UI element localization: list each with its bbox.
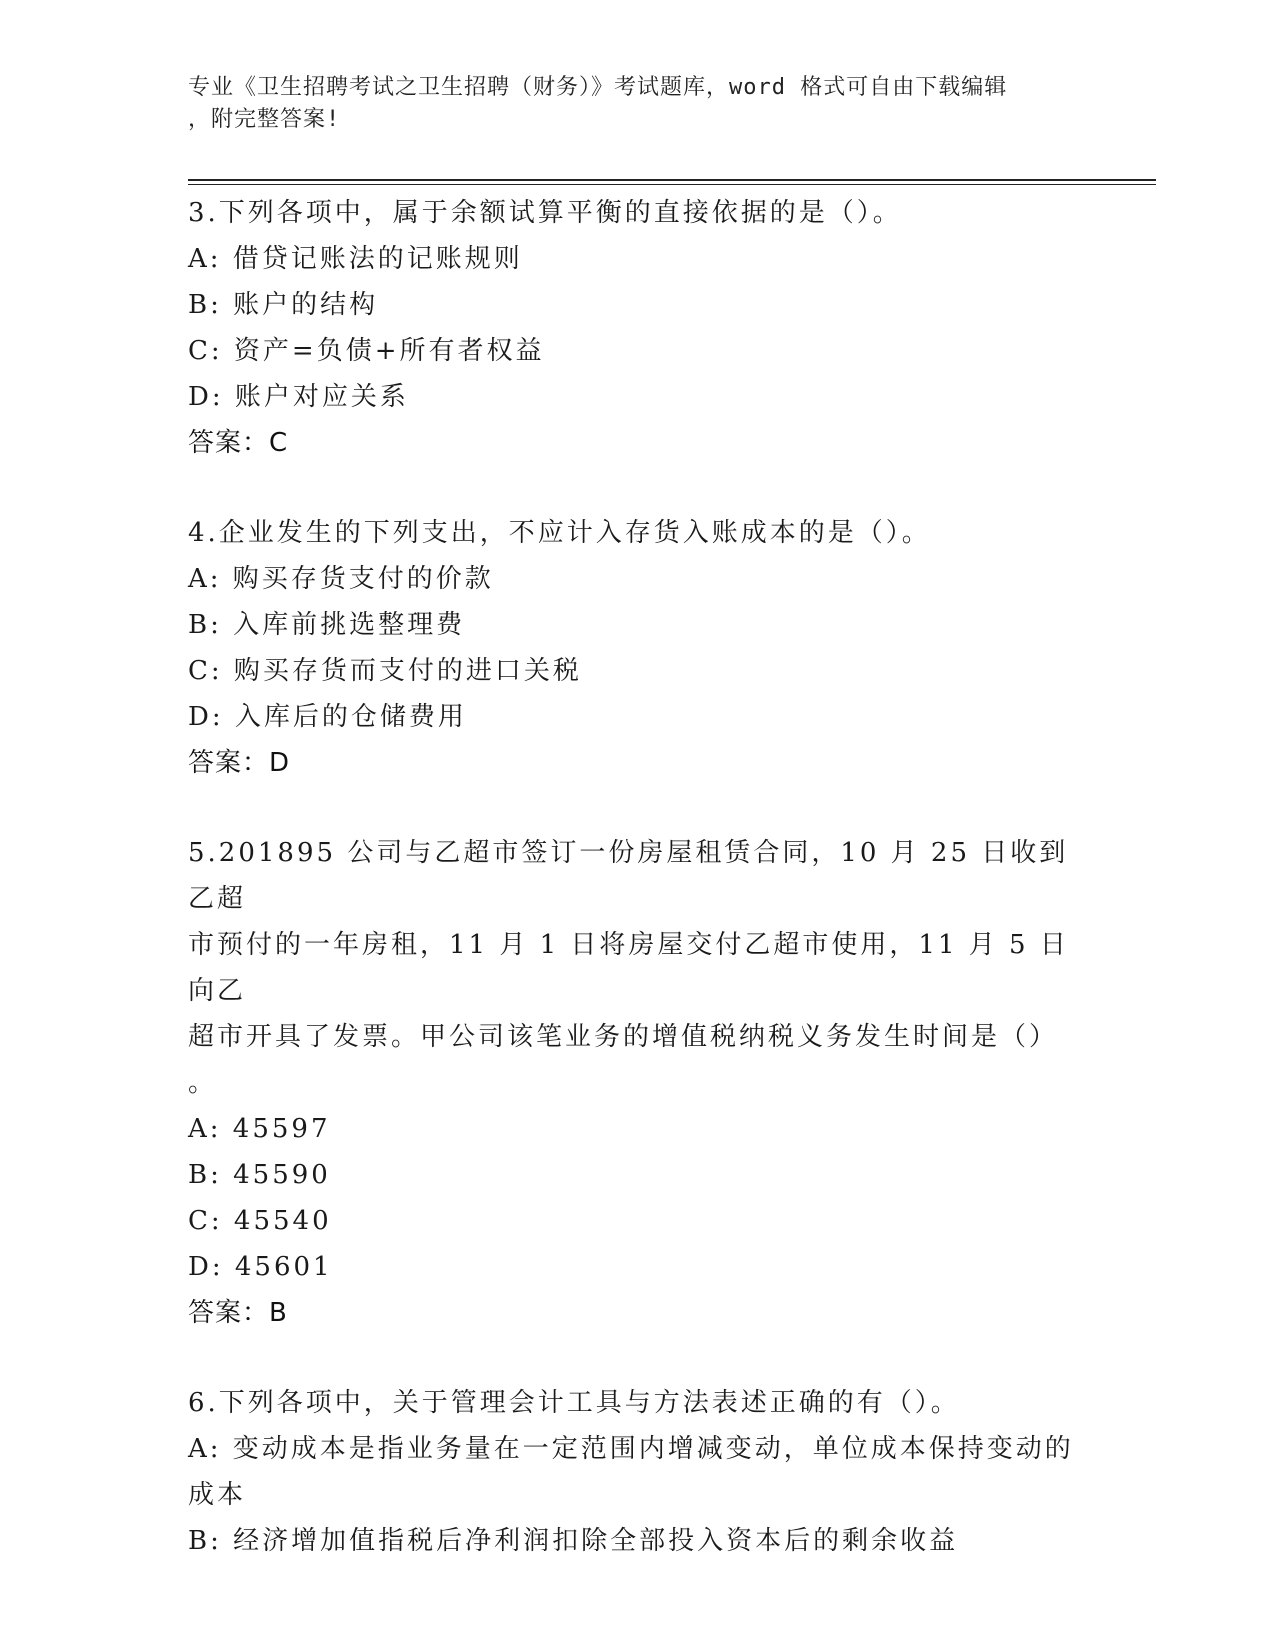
answer-option: B: 入库前挑选整理费 — [188, 610, 466, 640]
answer-option: A: 变动成本是指业务量在一定范围内增减变动，单位成本保持变动的 — [188, 1434, 1074, 1464]
question-stem: 超市开具了发票。甲公司该笔业务的增值税纳税义务发生时间是（） — [188, 1022, 1059, 1052]
answer-option: B: 账户的结构 — [188, 290, 379, 320]
answer-option: D: 45601 — [188, 1252, 333, 1282]
question-block — [188, 1380, 1088, 1564]
header-line-1: 专业《卫生招聘考试之卫生招聘（财务）》考试题库，word 格式可自由下载编辑 — [188, 75, 1008, 100]
answer-option: D: 账户对应关系 — [188, 382, 409, 412]
answer-option: B: 经济增加值指税后净利润扣除全部投入资本后的剩余收益 — [188, 1526, 959, 1556]
question-stem: 市预付的一年房租，11 月 1 日将房屋交付乙超市使用，11 月 5 日向乙 — [188, 930, 1069, 1006]
answer-option: C: 购买存货而支付的进口关税 — [188, 656, 582, 686]
question-block — [188, 190, 1088, 466]
correct-answer: 答案：D — [188, 748, 291, 778]
correct-answer: 答案：C — [188, 428, 289, 458]
answer-option: D: 入库后的仓储费用 — [188, 702, 467, 732]
question-list — [188, 190, 1088, 1608]
answer-option: C: 45540 — [188, 1206, 332, 1236]
question-stem: 5.201895 公司与乙超市签订一份房屋租赁合同，10 月 25 日收到乙超 — [188, 838, 1069, 914]
answer-option: A: 购买存货支付的价款 — [188, 564, 494, 594]
question-stem: 6.下列各项中，关于管理会计工具与方法表述正确的有（）。 — [188, 1388, 960, 1418]
answer-option: B: 45590 — [188, 1160, 331, 1190]
answer-option: A: 45597 — [188, 1114, 331, 1144]
answer-option: 成本 — [188, 1480, 247, 1510]
answer-option: C: 资产=负债+所有者权益 — [188, 336, 545, 366]
header-line-2: ，附完整答案! — [188, 107, 341, 132]
document-header — [188, 72, 1068, 136]
question-block — [188, 510, 1088, 786]
correct-answer: 答案：B — [188, 1298, 288, 1328]
question-stem: 4.企业发生的下列支出，不应计入存货入账成本的是（）。 — [188, 518, 931, 548]
question-stem: 3.下列各项中，属于余额试算平衡的直接依据的是（）。 — [188, 198, 902, 228]
answer-option: A: 借贷记账法的记账规则 — [188, 244, 523, 274]
header-divider-thick — [188, 179, 1156, 181]
question-block — [188, 830, 1088, 1336]
header-divider-thin — [188, 184, 1156, 185]
question-stem: 。 — [188, 1068, 218, 1098]
